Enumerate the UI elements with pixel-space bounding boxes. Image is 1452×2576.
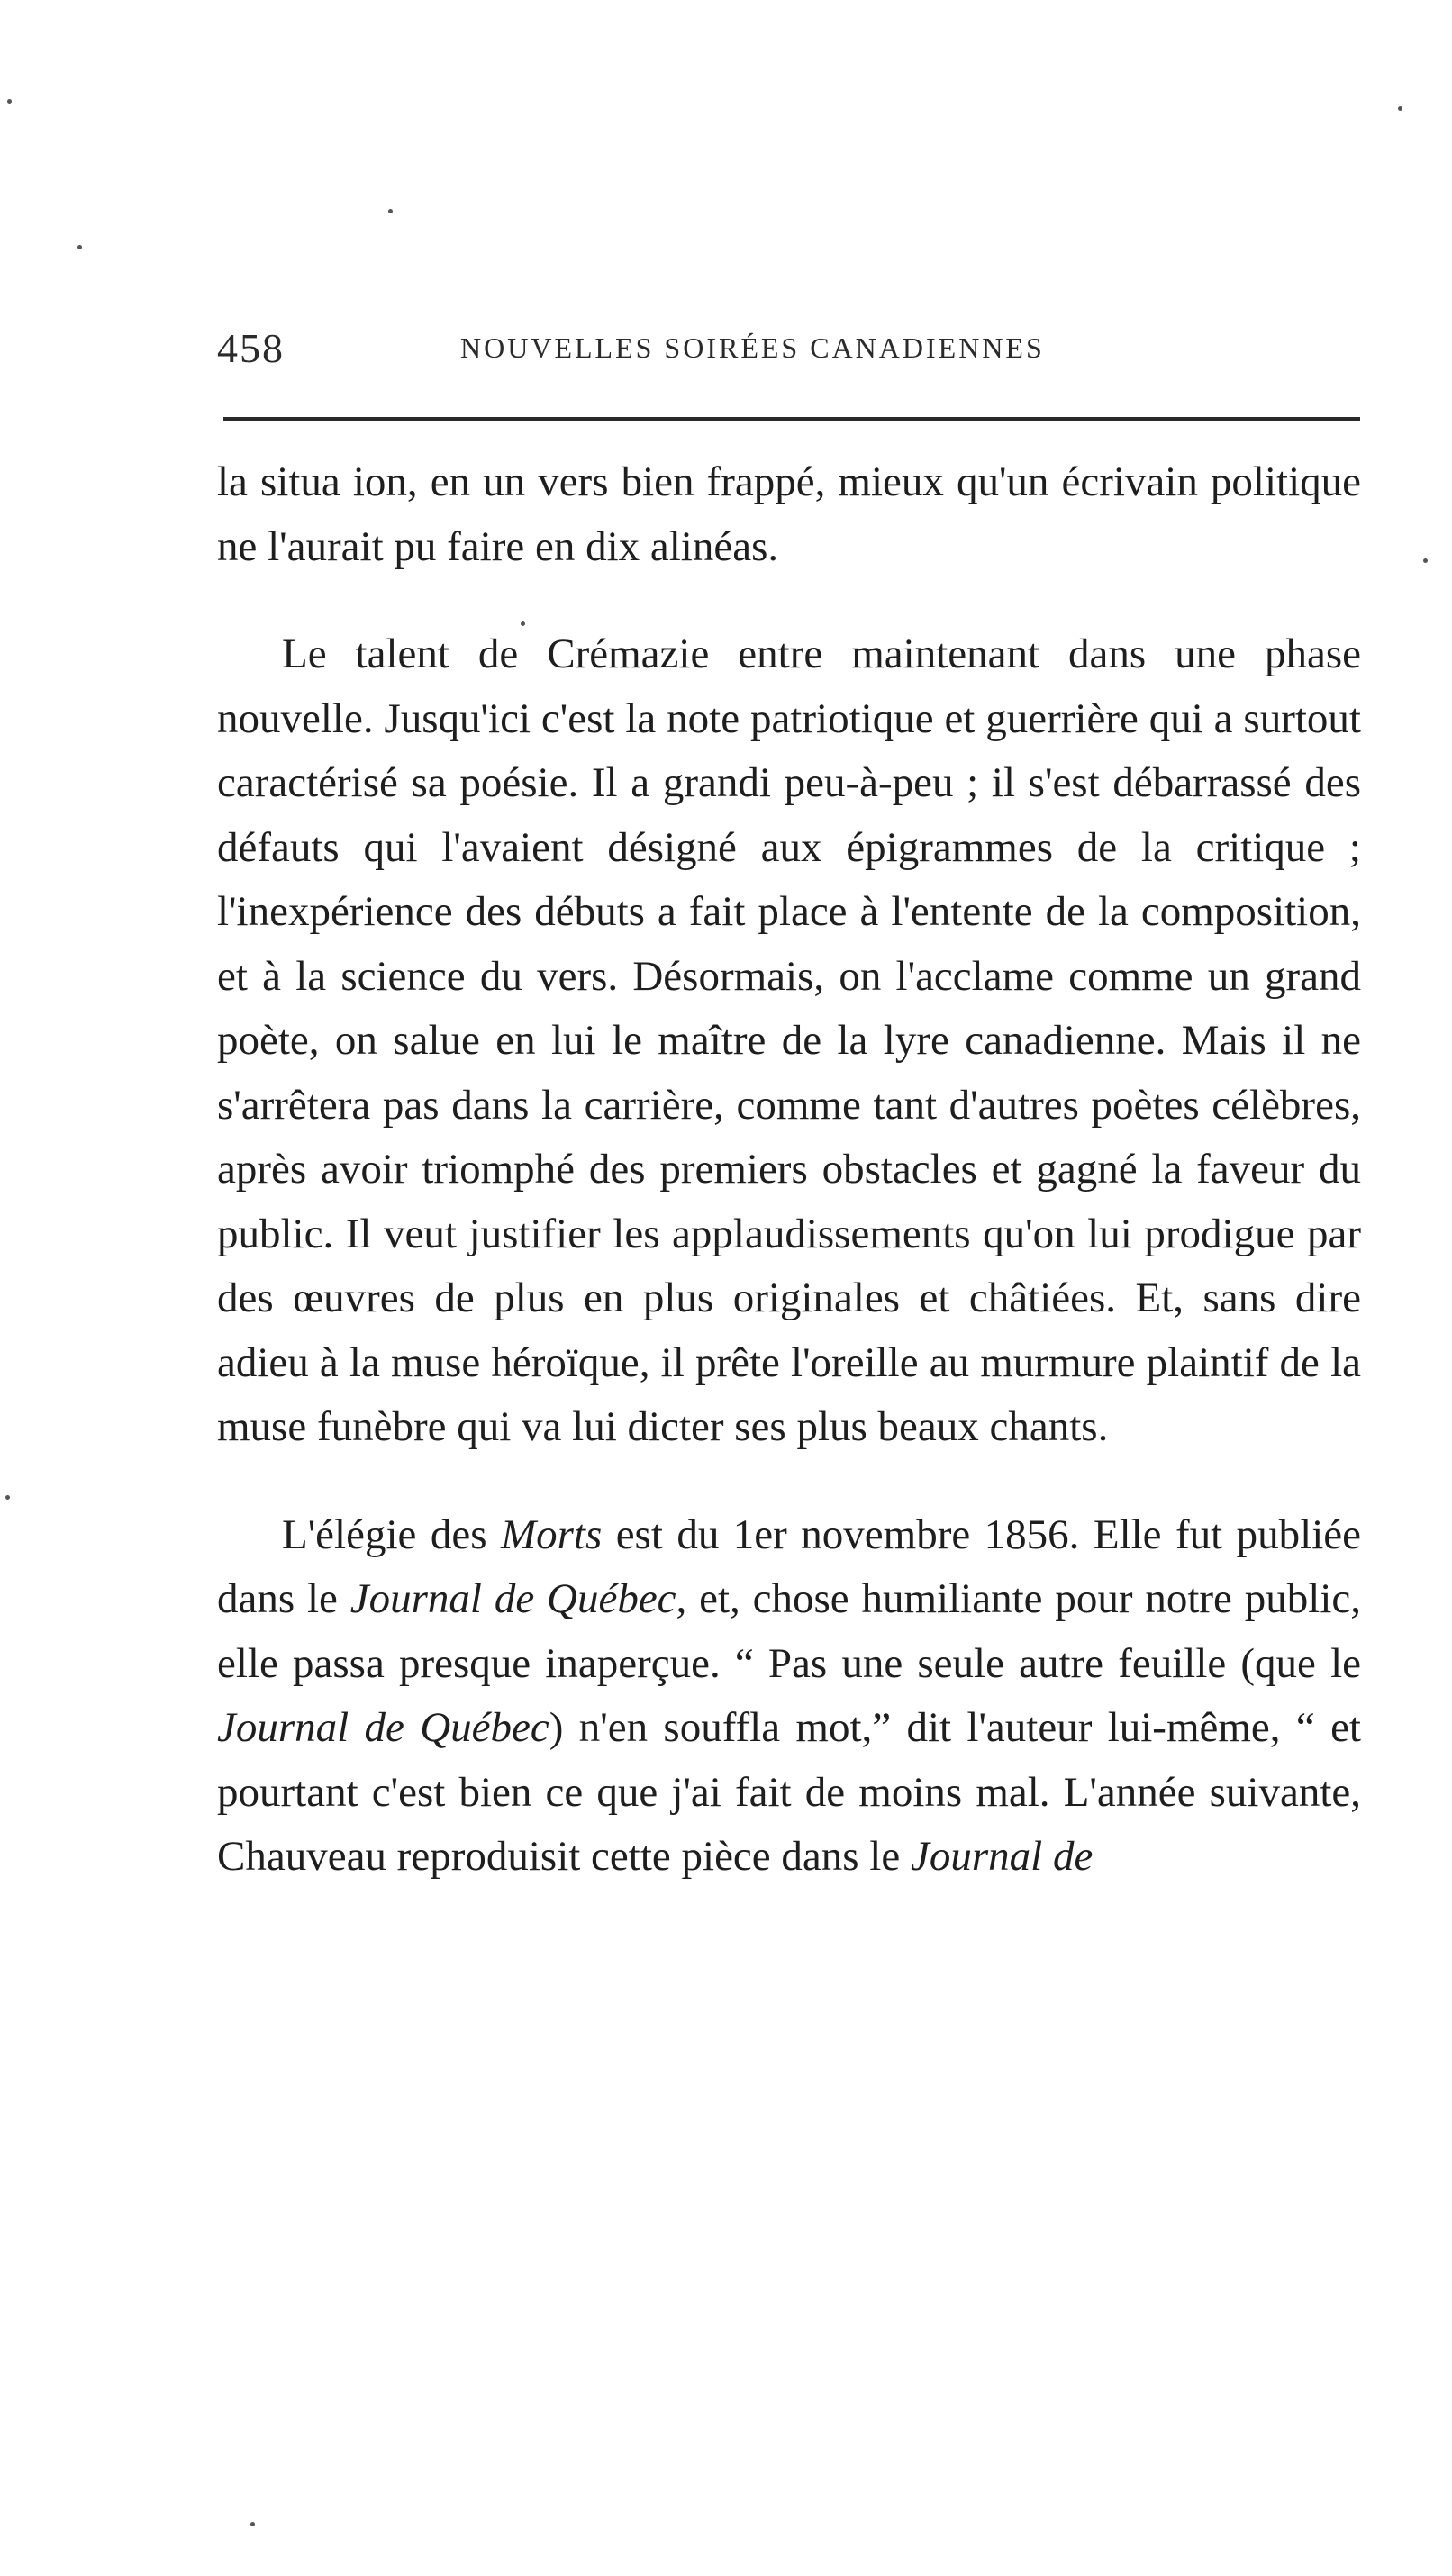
- paragraph-talent: [217, 622, 1361, 1460]
- scan-speck: [77, 245, 82, 249]
- paragraph-continuation: [217, 450, 1361, 579]
- scan-speck: [521, 621, 525, 626]
- text-segment: la situa ion, en un vers bien frappé, mieux qu'un écrivain politique ne l'aurait pu faire en dix alinéas.: [217, 458, 1361, 570]
- scan-speck: [1423, 558, 1428, 563]
- italic-title-journal: Journal de Québec: [349, 1575, 676, 1622]
- page-number: 458: [217, 325, 285, 371]
- scan-speck: [250, 2522, 255, 2526]
- text-segment: est du 1er novembre 1856. Elle fut publiée dans le: [217, 1510, 1361, 1622]
- italic-title-morts: Morts: [500, 1510, 603, 1558]
- scan-speck: [388, 209, 393, 213]
- italic-title-journal-partial: Journal de: [910, 1833, 1094, 1880]
- scan-speck: [1398, 106, 1402, 111]
- paragraph-elegie: [217, 1503, 1361, 1890]
- text-segment: ) n'en souffla mot,” dit l'auteur lui-même, “ et pourtant c'est bien ce que j'ai fait de moins mal. L'année suivante, Chauveau reproduisit cette pièce dans le: [217, 1704, 1361, 1880]
- text-segment: L'élégie des: [282, 1510, 501, 1558]
- text-segment: , et, chose humiliante pour notre public, elle passa presque inaperçue. “ Pas une seule autre feuille (que le: [217, 1575, 1361, 1687]
- running-head: NOUVELLES SOIRÉES CANADIENNES: [460, 331, 1045, 364]
- header-rule: [223, 417, 1360, 421]
- page-header: [217, 324, 1361, 378]
- scan-speck: [5, 1495, 10, 1500]
- text-segment: Le talent de Crémazie entre maintenant dans une phase nouvelle. Jusqu'ici c'est la note patriotique et guerrière qui a surtout caractérisé sa poésie. Il a grandi peu-à-peu ; il s'est débarrassé des défauts qui l'avaient désigné aux épigrammes de la critique ; l'inexpérience des débuts a fait place à l'entente de la composition, et à la science du vers. Désormais, on l'acclame comme un grand poète, on salue en lui le maître de la lyre canadienne. Mais il ne s'arrêtera pas dans la carrière, comme tant d'autres poètes célèbres, après avoir triomphé des premiers obstacles et gagné la faveur du public. Il veut justifier les applaudissements qu'on lui prodigue par des œuvres de plus en plus originales et châtiées. Et, sans dire adieu à la muse héroïque, il prête l'oreille au murmure plaintif de la muse funèbre qui va lui dicter ses plus beaux chants.: [217, 630, 1361, 1450]
- scan-speck: [7, 99, 12, 104]
- italic-title-journal: Journal de Québec: [217, 1704, 549, 1751]
- body-text: [217, 450, 1361, 1890]
